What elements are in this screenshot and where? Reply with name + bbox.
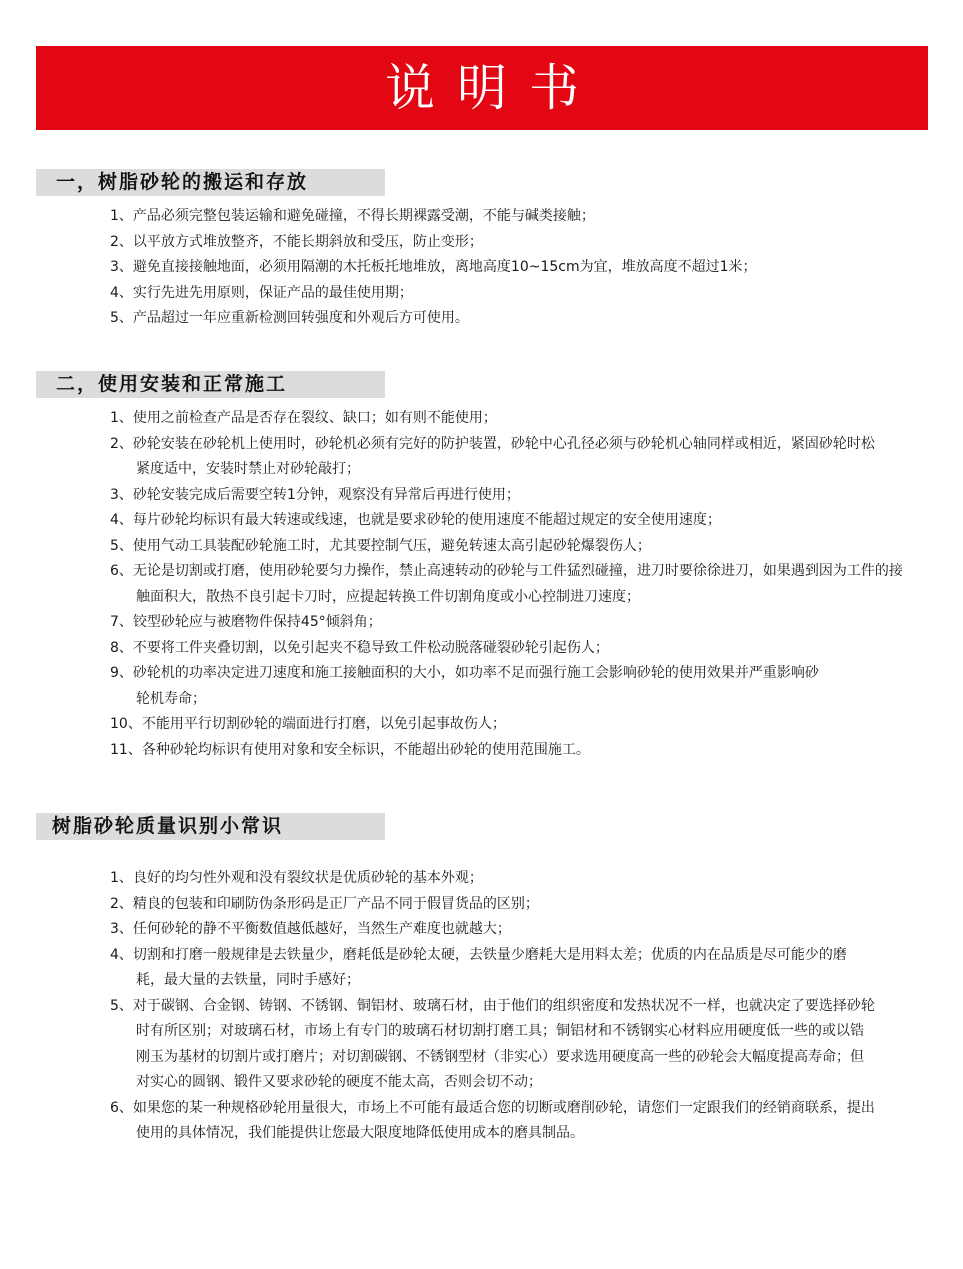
section-heading-text: 一，树脂砂轮的搬运和存放 [56, 171, 309, 193]
usage-list [110, 406, 903, 763]
list-item: 7、铰型砂轮应与被磨物件保持45°倾斜角； [110, 614, 382, 630]
section-heading-text: 树脂砂轮质量识别小常识 [52, 815, 284, 837]
section-heading-usage [36, 371, 385, 398]
list-item: 2、砂轮安装在砂轮机上使用时，砂轮机必须有完好的防护装置，砂轮中心孔径必须与砂轮机心轴同样或相近，紧固砂轮时松紧度适中，安装时禁止对砂轮敲打； [110, 435, 875, 477]
list-item: 1、使用之前检查产品是否存在裂纹、缺口；如有则不能使用； [110, 410, 497, 426]
list-item: 5、对于碳钢、合金钢、铸钢、不锈钢、铜铝材、玻璃石材，由于他们的组织密度和发热状况不一样，也就决定了要选择砂轮时有所区别；对玻璃石材，市场上有专门的玻璃石材切割打磨工具；铜铝材和不锈钢实心材料应用硬度低一些的或以锆刚玉为基材的切割片或打磨片；对切割碳钢、不锈钢型材（非实心）要求选用硬度高一些的砂轮会大幅度提高寿命；但对实心的圆钢、锻件又要求砂轮的硬度不能太高，否则会切不动； [110, 997, 875, 1090]
page-title: 说明书 [385, 59, 601, 117]
list-item: 11、各种砂轮均标识有使用对象和安全标识，不能超出砂轮的使用范围施工。 [110, 741, 590, 758]
list-item: 3、任何砂轮的静不平衡数值越低越好，当然生产难度也就越大； [110, 921, 511, 937]
list-item: 4、每片砂轮均标识有最大转速或线速，也就是要求砂轮的使用速度不能超过规定的安全使用速度； [110, 512, 721, 528]
list-item: 2、以平放方式堆放整齐，不能长期斜放和受压，防止变形； [110, 233, 483, 250]
quality-list [110, 866, 890, 1147]
list-item: 10、不能用平行切割砂轮的端面进行打磨，以免引起事故伤人； [110, 716, 506, 732]
title-banner [36, 46, 928, 130]
list-item: 9、砂轮机的功率决定进刀速度和施工接触面积的大小，如功率不足而强行施工会影响砂轮的使用效果并严重影响砂轮机寿命； [110, 665, 819, 707]
storage-list [110, 204, 890, 332]
list-item: 5、产品超过一年应重新检测回转强度和外观后方可使用。 [110, 310, 469, 326]
section-heading-quality [36, 813, 385, 840]
list-item: 3、避免直接接触地面，必须用隔潮的木托板托地堆放，离地高度10~15cm为宜，堆放高度不超过1米； [110, 259, 757, 275]
section-heading-text: 二，使用安装和正常施工 [56, 373, 288, 395]
list-item: 2、精良的包装和印刷防伪条形码是正厂产品不同于假冒货品的区别； [110, 895, 539, 912]
list-item: 1、良好的均匀性外观和没有裂纹状是优质砂轮的基本外观； [110, 870, 483, 886]
list-item: 6、如果您的某一种规格砂轮用量很大，市场上不可能有最适合您的切断或磨削砂轮，请您们一定跟我们的经销商联系，提出使用的具体情况，我们能提供让您最大限度地降低使用成本的磨具制品。 [110, 1099, 875, 1141]
list-item: 5、使用气动工具装配砂轮施工时，尤其要控制气压，避免转速太高引起砂轮爆裂伤人； [110, 537, 651, 554]
list-item: 4、实行先进先用原则，保证产品的最佳使用期； [110, 284, 413, 301]
list-item: 8、不要将工件夹叠切割，以免引起夹不稳导致工件松动脱落碰裂砂轮引起伤人； [110, 639, 609, 656]
list-item: 3、砂轮安装完成后需要空转1分钟，观察没有异常后再进行使用； [110, 486, 520, 503]
list-item: 1、产品必须完整包装运输和避免碰撞，不得长期裸露受潮，不能与碱类接触； [110, 208, 595, 224]
list-item: 4、切割和打磨一般规律是去铁量少，磨耗低是砂轮太硬，去铁量少磨耗大是用料太差；优质的内在品质是尽可能少的磨耗，最大量的去铁量，同时手感好； [110, 946, 847, 988]
list-item: 6、无论是切割或打磨，使用砂轮要匀力操作，禁止高速转动的砂轮与工件猛烈碰撞，进刀时要徐徐进刀，如果遇到因为工件的接触面积大，散热不良引起卡刀时，应提起转换工件切割角度或小心控制进刀速度； [110, 563, 903, 605]
section-heading-storage [36, 169, 385, 196]
